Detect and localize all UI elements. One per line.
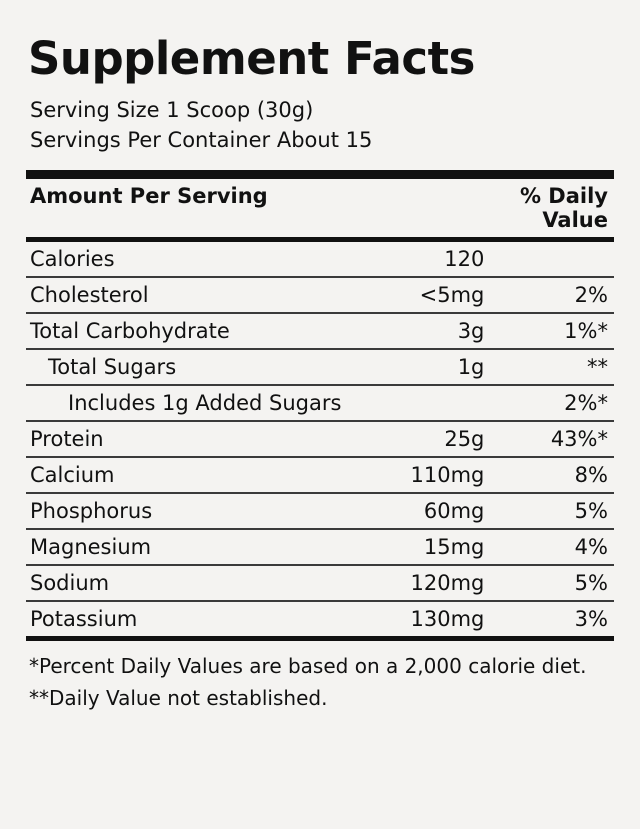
row-daily-value: 2% — [496, 277, 614, 313]
divider-thick-top — [26, 170, 614, 179]
row-amount: 3g — [355, 313, 496, 349]
row-amount: 130mg — [355, 601, 496, 636]
row-name: Protein — [26, 421, 355, 457]
row-amount: 120 — [355, 239, 496, 277]
row-name: Phosphorus — [26, 493, 355, 529]
row-daily-value — [496, 239, 614, 277]
page-title: Supplement Facts — [28, 32, 475, 85]
row-daily-value: 5% — [496, 493, 614, 529]
table-header-row — [26, 179, 614, 240]
row-amount: 15mg — [355, 529, 496, 565]
row-daily-value: 4% — [496, 529, 614, 565]
row-name: Potassium — [26, 601, 355, 636]
table-row — [26, 349, 614, 385]
row-daily-value: 8% — [496, 457, 614, 493]
table-row — [26, 277, 614, 313]
table-row — [26, 565, 614, 601]
row-name: Magnesium — [26, 529, 355, 565]
table-row — [26, 601, 614, 636]
row-name: Calories — [26, 239, 355, 277]
row-name: Total Carbohydrate — [26, 313, 355, 349]
row-amount: 110mg — [355, 457, 496, 493]
row-daily-value: 1%* — [496, 313, 614, 349]
row-amount: 120mg — [355, 565, 496, 601]
table-row — [26, 385, 614, 421]
row-amount: 60mg — [355, 493, 496, 529]
table-row — [26, 313, 614, 349]
row-daily-value: ** — [496, 349, 614, 385]
footnote-daily-values: *Percent Daily Values are based on a 2,000 calorie diet. — [29, 653, 587, 678]
row-daily-value: 5% — [496, 565, 614, 601]
row-name: Includes 1g Added Sugars — [26, 385, 355, 421]
row-name: Cholesterol — [26, 277, 355, 313]
table-row — [26, 529, 614, 565]
table-row — [26, 493, 614, 529]
row-daily-value: 2%* — [496, 385, 614, 421]
table-row — [26, 457, 614, 493]
row-daily-value: 3% — [496, 601, 614, 636]
footnote-not-established: **Daily Value not established. — [29, 685, 328, 710]
row-name: Calcium — [26, 457, 355, 493]
row-daily-value: 43%* — [496, 421, 614, 457]
supplement-facts-label — [26, 32, 614, 713]
header-daily-value: % Daily Value — [519, 183, 608, 232]
row-amount: 25g — [355, 421, 496, 457]
row-amount — [355, 385, 496, 421]
header-amount-per-serving: Amount Per Serving — [30, 183, 268, 208]
row-amount: 1g — [355, 349, 496, 385]
table-row — [26, 239, 614, 277]
row-name: Total Sugars — [26, 349, 355, 385]
row-amount: <5mg — [355, 277, 496, 313]
divider-bottom — [26, 636, 614, 641]
servings-per-container-text: Servings Per Container About 15 — [30, 128, 373, 153]
nutrition-table — [26, 179, 614, 636]
header-amount-spacer — [355, 179, 496, 240]
table-row — [26, 421, 614, 457]
row-name: Sodium — [26, 565, 355, 601]
serving-size-text: Serving Size 1 Scoop (30g) — [30, 98, 314, 122]
